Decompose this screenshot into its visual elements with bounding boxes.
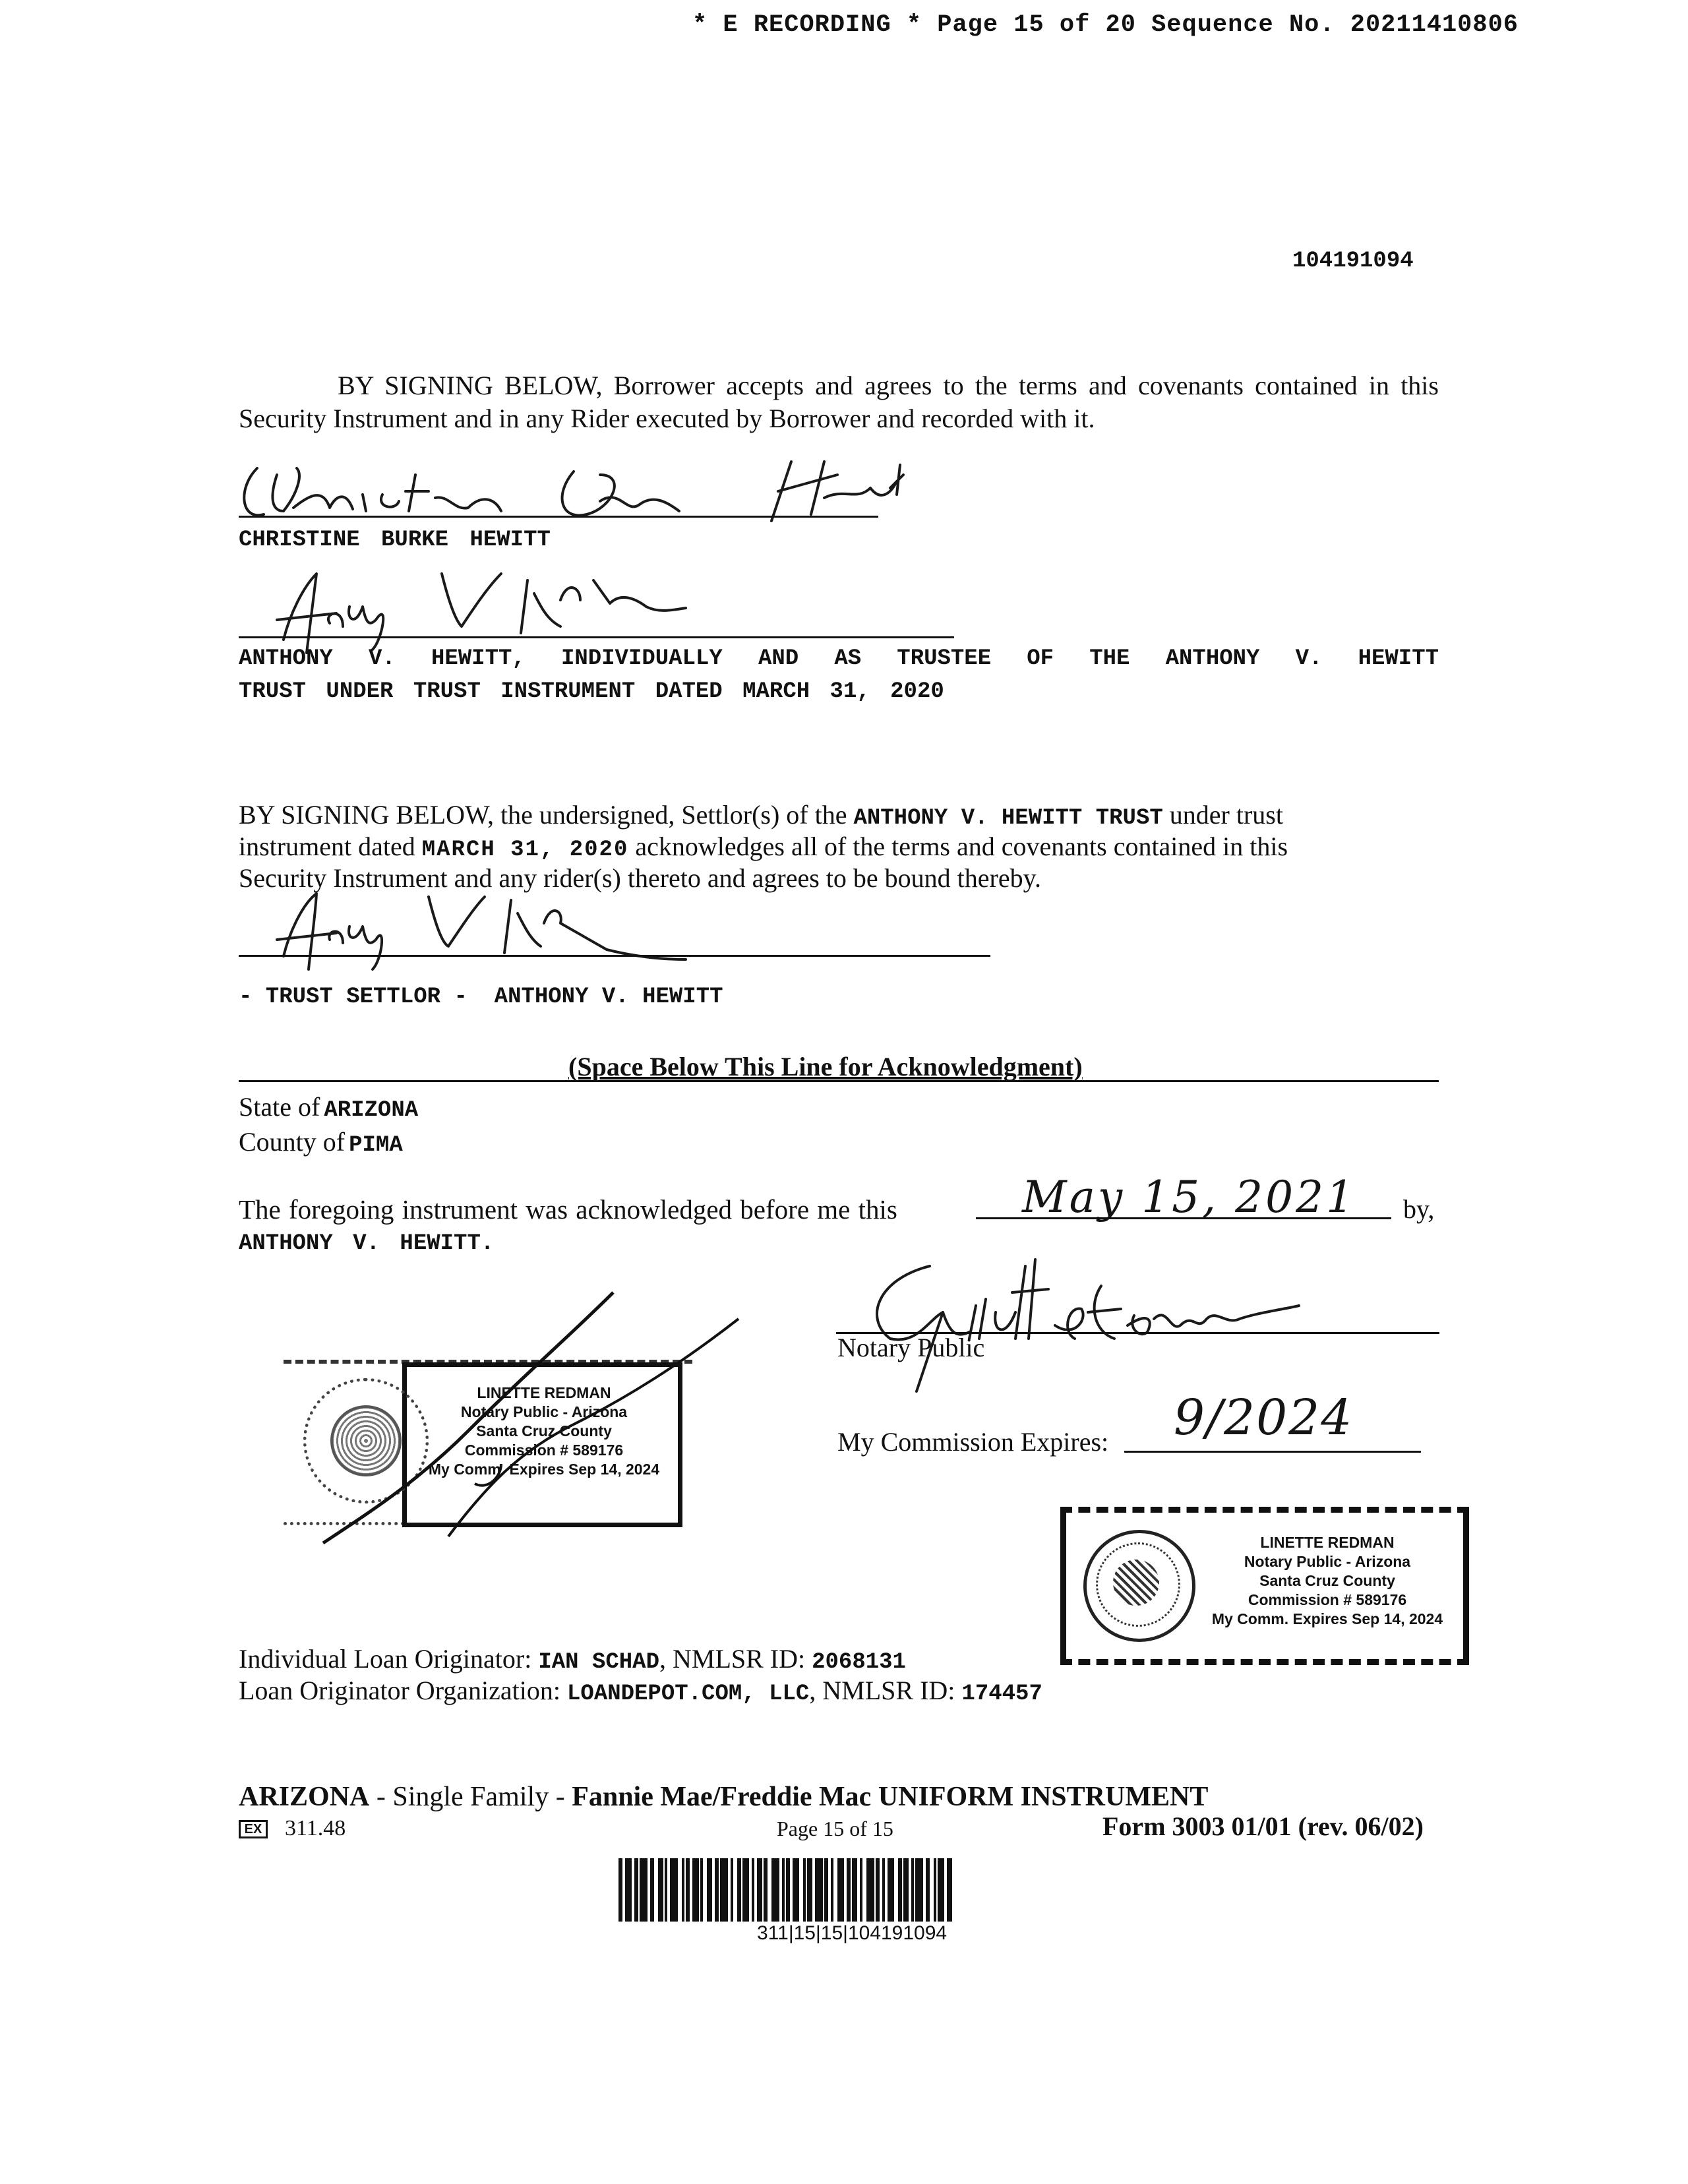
anthony-signature-2 xyxy=(264,877,712,976)
commission-line xyxy=(1124,1451,1421,1453)
org-originator-label: Loan Originator Organization: xyxy=(239,1676,561,1705)
settlor-text-part: BY SIGNING BELOW, the undersigned, Settlor(s) of the xyxy=(239,800,847,830)
state-value: ARIZONA xyxy=(324,1098,419,1123)
county-label: County of xyxy=(239,1127,346,1157)
barcode-bar xyxy=(837,1858,844,1922)
barcode-text: 311|15|15|104191094 xyxy=(757,1922,948,1944)
handwritten-date: May 15, 2021 xyxy=(1022,1172,1357,1223)
stamp-name: LINETTE REDMAN xyxy=(1260,1534,1395,1551)
signer1-name: CHRISTINE BURKE HEWITT xyxy=(239,528,551,553)
stamp-county: Santa Cruz County xyxy=(1259,1572,1395,1589)
nmlsr-label: , NMLSR ID: xyxy=(659,1644,806,1674)
trust-date: MARCH 31, 2020 xyxy=(421,837,629,863)
date-line xyxy=(976,1217,1391,1219)
acknowledgment-divider xyxy=(239,1080,1439,1082)
form-title xyxy=(239,1780,1208,1813)
nmlsr-label: , NMLSR ID: xyxy=(809,1676,955,1705)
barcode-bar xyxy=(692,1858,699,1922)
form-number: Form 3003 01/01 (rev. 06/02) xyxy=(1102,1811,1424,1841)
org-originator-line xyxy=(239,1675,1042,1710)
barcode-bar xyxy=(938,1858,944,1922)
commission-label: My Commission Expires: xyxy=(837,1427,1109,1457)
form-code: 311.48 xyxy=(285,1816,346,1840)
stamp-expires: My Comm. Expires Sep 14, 2024 xyxy=(1211,1610,1443,1627)
state-line xyxy=(239,1091,418,1126)
barcode-bar xyxy=(658,1858,663,1922)
notary-signature xyxy=(837,1240,1339,1405)
foregoing-text: The foregoing instrument was acknowledged before me this xyxy=(239,1194,897,1225)
org-originator-name: LOANDEPOT.COM, LLC xyxy=(567,1682,810,1707)
barcode-bar xyxy=(670,1858,678,1922)
form-state: ARIZONA xyxy=(239,1782,370,1812)
settlor-signature-line xyxy=(239,955,990,957)
org-nmlsr-id: 174457 xyxy=(961,1682,1042,1707)
barcode-bar xyxy=(720,1858,728,1922)
barcode-bar xyxy=(757,1858,762,1922)
barcode-bar xyxy=(771,1858,779,1922)
barcode-bar xyxy=(640,1858,648,1922)
barcode-bar xyxy=(793,1858,799,1922)
barcode-bar xyxy=(903,1858,909,1922)
barcode-bar xyxy=(888,1858,894,1922)
county-line xyxy=(239,1126,403,1161)
stamp-commission: Commission # 589176 xyxy=(464,1441,624,1459)
signer2-name-line1: ANTHONY V. HEWITT, INDIVIDUALLY AND AS TRUSTEE OF THE ANTHONY V. HEWITT xyxy=(239,646,1439,671)
signer2-name-line2: TRUST UNDER TRUST INSTRUMENT DATED MARCH 31, 2020 xyxy=(239,679,944,704)
by-text: by, xyxy=(1403,1194,1435,1224)
settlor-text-part: instrument dated xyxy=(239,832,415,861)
trust-name: ANTHONY V. HEWITT TRUST xyxy=(853,806,1163,831)
settlor-text-line3: Security Instrument and any rider(s) thereto and agrees to be bound thereby. xyxy=(239,863,1041,893)
form-title-part: - Single Family - xyxy=(369,1782,572,1812)
individual-originator-line xyxy=(239,1643,906,1678)
handwritten-commission-date: 9/2024 xyxy=(1174,1389,1354,1446)
individual-originator-label: Individual Loan Originator: xyxy=(239,1644,532,1674)
barcode-bar xyxy=(915,1858,923,1922)
stamp-title: Notary Public - Arizona xyxy=(460,1403,628,1420)
settlor-caption: - TRUST SETTLOR - ANTHONY V. HEWITT xyxy=(239,985,723,1010)
stamp-name: LINETTE REDMAN xyxy=(477,1384,611,1401)
barcode-bar xyxy=(707,1858,712,1922)
stamp-right-text xyxy=(1192,1533,1462,1629)
great-seal-icon xyxy=(1083,1530,1195,1642)
barcode-bar xyxy=(852,1858,857,1922)
signature-line-1 xyxy=(239,516,878,518)
barcode-bar xyxy=(807,1858,812,1922)
individual-nmlsr-id: 2068131 xyxy=(812,1650,906,1675)
stamp-expires: My Comm. Expires Sep 14, 2024 xyxy=(428,1461,660,1478)
barcode-bar xyxy=(866,1858,874,1922)
loan-number: 104191094 xyxy=(1292,249,1414,274)
settlor-text-line2 xyxy=(239,831,1439,866)
state-label: State of xyxy=(239,1092,320,1122)
county-value: PIMA xyxy=(349,1133,403,1158)
barcode-bar xyxy=(742,1858,749,1922)
notary-stamp-left xyxy=(284,1352,692,1536)
barcode-bar xyxy=(947,1858,952,1922)
individual-originator-name: IAN SCHAD xyxy=(538,1650,659,1675)
ex-badge: EX xyxy=(239,1820,268,1838)
settlor-text-line1 xyxy=(239,799,1439,834)
notary-public-label: Notary Public xyxy=(837,1333,985,1362)
barcode-bar xyxy=(815,1858,823,1922)
acknowledged-person: ANTHONY V. HEWITT. xyxy=(239,1231,495,1256)
form-title-part: Fannie Mae/Freddie Mac UNIFORM INSTRUMENT xyxy=(572,1782,1209,1812)
stamp-commission: Commission # 589176 xyxy=(1248,1591,1407,1608)
notary-stamp-right xyxy=(1060,1507,1469,1665)
stamp-county: Santa Cruz County xyxy=(476,1422,612,1440)
borrower-intro-text: BY SIGNING BELOW, Borrower accepts and agrees to the terms and covenants contained in this Security Instrument and in any Rider executed by Borrower and recorded with it. xyxy=(239,371,1439,433)
stamp-title: Notary Public - Arizona xyxy=(1244,1553,1411,1570)
settlor-text-part: under trust xyxy=(1169,800,1283,830)
barcode xyxy=(618,1858,952,1922)
page-label: Page 15 of 15 xyxy=(777,1817,893,1840)
recording-header: * E RECORDING * Page 15 of 20 Sequence No. 20211410806 xyxy=(692,11,1519,39)
signature-line-2 xyxy=(239,636,954,638)
acknowledgment-heading: (Space Below This Line for Acknowledgment) xyxy=(568,1052,1083,1081)
settlor-text-part: acknowledges all of the terms and covenants contained in this xyxy=(635,832,1288,861)
stamp-strike-marks xyxy=(284,1292,785,1569)
barcode-bar xyxy=(625,1858,632,1922)
